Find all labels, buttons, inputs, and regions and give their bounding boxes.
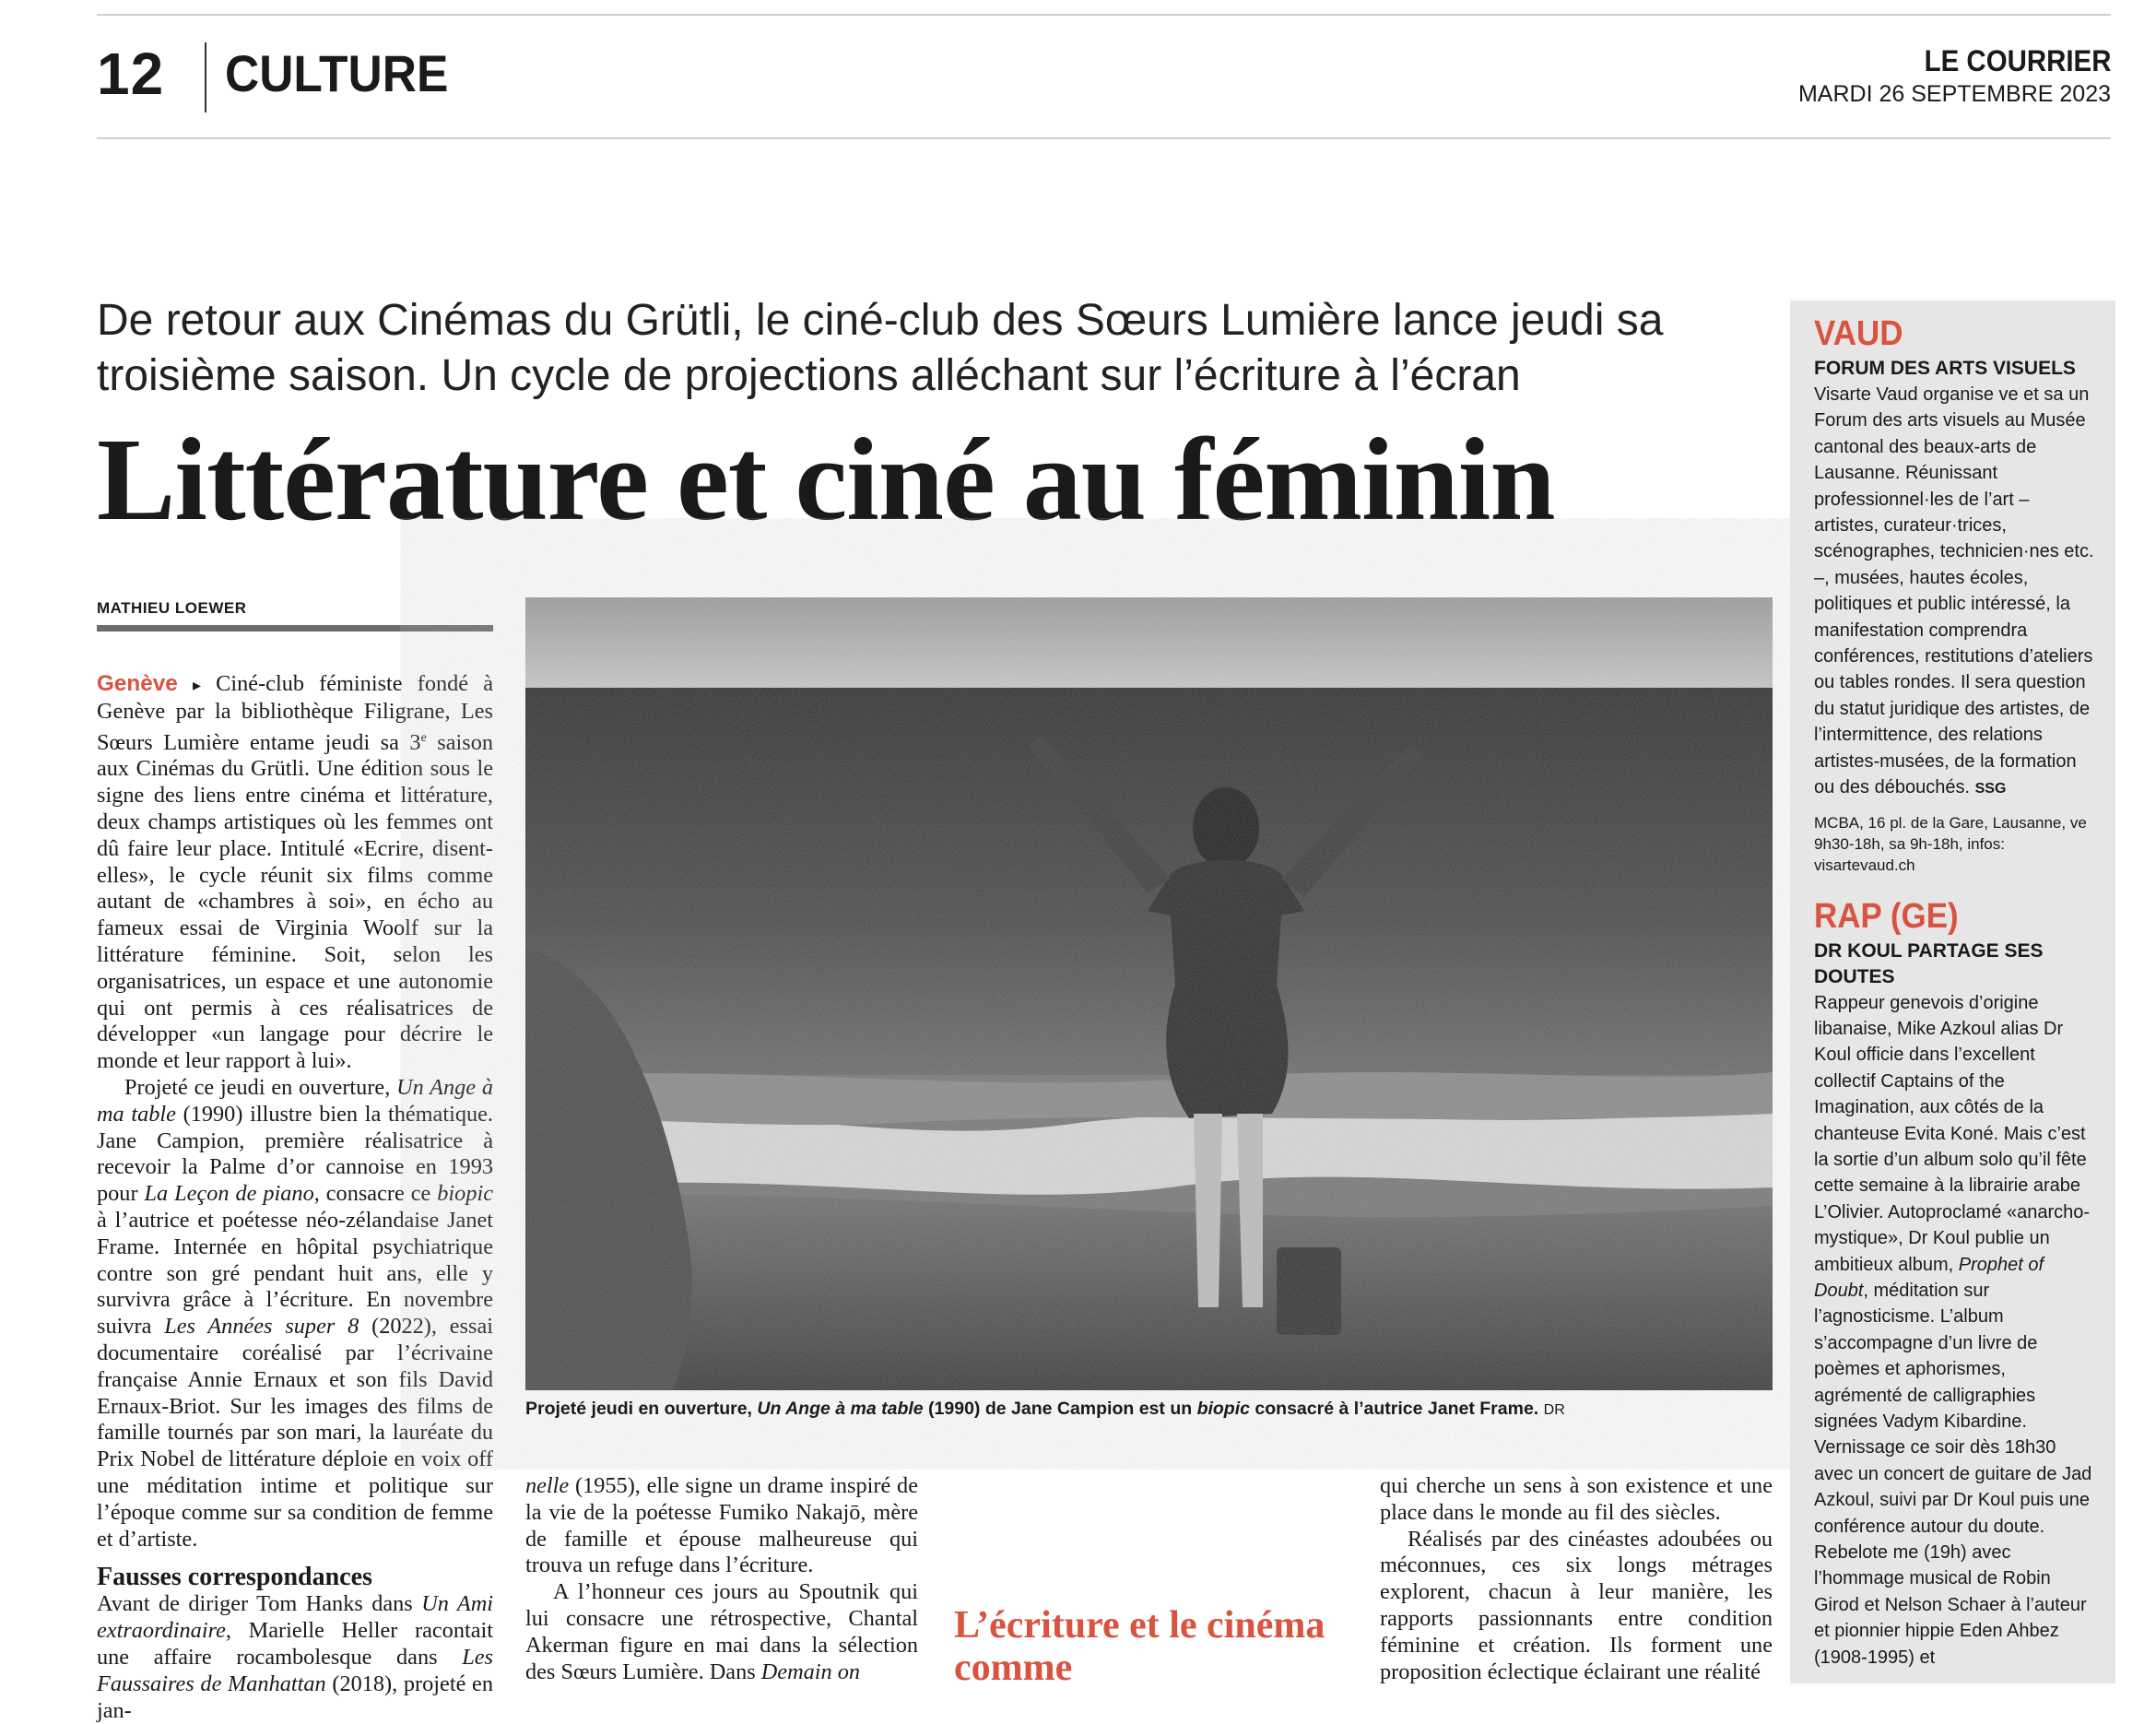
article-photo — [525, 597, 1773, 1390]
sidebar-category-vaud: VAUD — [1814, 314, 1903, 353]
paragraph: nelle (1955), elle signe un drame inspiré de la vie de la poétesse Fumiko Nakajō, mère de famille et épouse malheureuse qui trouva un refuge dans l’écriture. — [525, 1473, 918, 1578]
pull-quote: L’écriture et le cinéma comme — [954, 1604, 1325, 1689]
article-column-2 — [525, 1473, 918, 1684]
dateline-arrow-icon: ▸ — [192, 676, 202, 694]
byline: MATHIEU LOEWER — [97, 599, 247, 617]
sidebar-item-body: Rappeur genevois d’origine libanaise, Mike Azkoul alias Dr Koul officie dans l’excellent collectif Captains of the Imagination, aux côtés de la chanteuse Evita Koné. Mais c’est la sortie d’un album solo qu’il fête cette semaine à la librairie arabe L’Olivier. Autoproclamé «anarcho-mystique», Dr Koul publie un ambitieux album, Prophet of Doubt, méditation sur l’agnosticisme. L’album s’accompagne d’un livre de poèmes et aphorismes, agrémenté de calligraphies signées Vadym Kibardine. Vernissage ce soir dès 18h30 avec un concert de guitare de Jad Azkoul, suivi par Dr Koul puis une conférence autour du doute. Rebelote me (19h) avec l’hommage musical de Robin Girod et Nelson Schaer à l’auteur et pionnier hippie Eden Ahbez (1908-1995) et — [1814, 992, 2092, 1668]
article-column-3 — [1380, 1473, 1773, 1684]
article-column-1 — [97, 671, 494, 1723]
article-kicker: De retour aux Cinémas du Grütli, le ciné-club des Sœurs Lumière lance jeudi sa troisième saison. Un cycle de projections alléchant sur l’écriture à l’écran — [97, 296, 1664, 400]
agenda-sidebar — [1790, 301, 2115, 1683]
paragraph: A l’honneur ces jours au Spoutnik qui lui consacre une rétrospective, Chantal Akerman figure en mai dans la sélection des Sœurs Lumière. Dans Demain on — [525, 1579, 918, 1684]
page-number: 12 — [97, 41, 165, 107]
header-rule — [97, 137, 2111, 139]
section-label: CULTURE — [225, 44, 449, 102]
paragraph: Avant de diriger Tom Hanks dans Un Ami extraordinaire, Marielle Heller racontait une affaire rocambolesque dans Les Faussaires de Manhattan (2018), projeté en jan- — [97, 1591, 494, 1723]
article-headline: Littérature et ciné au féminin — [97, 414, 1555, 545]
paragraph: Projeté ce jeudi en ouverture, Un Ange à ma table (1990) illustre bien la thématique. Jane Campion, première réalisatrice à recevoir la Palme d’or cannoise en 1993 pour La Leçon de piano, consacre ce biopic à l’autrice et poétesse néo-zélandaise Janet Frame. Internée en hôpital psychiatrique contre son gré pendant huit ans, elle y survivra grâce à l’écriture. En novembre suivra Les Années super 8 (2022), essai documentaire coréalisé par l’écrivaine française Annie Ernaux et son fils David Ernaux-Briot. Sur les images des films de famille tournés par son mari, la lauréate du Prix Nobel de littérature déploie en voix off une méditation intime et politique sur l’époque comme sur sa condition de femme et d’artiste. — [97, 1075, 493, 1552]
paragraph: qui cherche un sens à son existence et une place dans le monde au fil des siècles. — [1380, 1473, 1773, 1525]
sidebar-item-info: MCBA, 16 pl. de la Gare, Lausanne, ve 9h30-18h, sa 9h-18h, infos: visartevaud.ch — [1814, 813, 2087, 874]
sidebar-item-body: Visarte Vaud organise ve et sa un Forum des arts visuels au Musée cantonal des beaux-arts de Lausanne. Réunissant professionnel·les de l’art – artistes, curateur·trices, scénographes, technicien·nes etc. –, musées, hautes écoles, politiques et public intéressé, la manifestation comprendra conférences, restitutions d’ateliers ou tables rondes. Il sera question du statut juridique des artistes, de l’intermittence, des relations artistes-musées, de la formation ou des débouchés. SSG — [1814, 384, 2094, 798]
photo-woman-by-sea — [525, 597, 1773, 1390]
sidebar-item-title: DR KOUL PARTAGE SES DOUTES — [1814, 939, 2044, 987]
photo-caption: Projeté jeudi en ouverture, Un Ange à ma table (1990) de Jane Campion est un biopic consacré à l’autrice Janet Frame. DR — [525, 1399, 1565, 1419]
sidebar-signature: SSG — [1974, 781, 2007, 797]
sidebar-item-title: FORUM DES ARTS VISUELS — [1814, 358, 2076, 379]
header-divider — [205, 42, 206, 112]
newspaper-name: LE COURRIER — [1924, 44, 2111, 77]
dateline-city: Genève — [97, 671, 178, 696]
photo-credit: DR — [1543, 1402, 1565, 1418]
paragraph: Genève ▸ Ciné-club féministe fondé à Genève par la bibliothèque Filigrane, Les Sœurs Lumière entame jeudi sa 3e saison aux Cinémas du Grütli. Une édition sous le signe des liens entre cinéma et littérature, deux champs artistiques où les femmes ont dû faire leur place. Intitulé «Ecrire, disent-elles», le cycle réunit six films comme autant de «chambres à soi», en écho au fameux essai de Virginia Woolf sur la littérature féminine. Soit, selon les organisatrices, un espace et une autonomie qui ont permis à ces réalisatrices de développer «un langage pour décrire le monde et leur rapport à lui». — [97, 671, 493, 1074]
sidebar-category-rap: RAP (GE) — [1814, 896, 1959, 936]
byline-rule — [97, 625, 493, 632]
top-rule — [97, 14, 2111, 16]
subheading: Fausses correspondances — [97, 1563, 372, 1592]
issue-date: MARDI 26 SEPTEMBRE 2023 — [1797, 81, 2111, 107]
paragraph: Réalisés par des cinéastes adoubées ou méconnues, ces six longs métrages explorent, chacun à leur manière, les rapports passionnants entre condition féminine et création. Ils forment une proposition éclectique éclairant une réalité — [1380, 1526, 1773, 1684]
